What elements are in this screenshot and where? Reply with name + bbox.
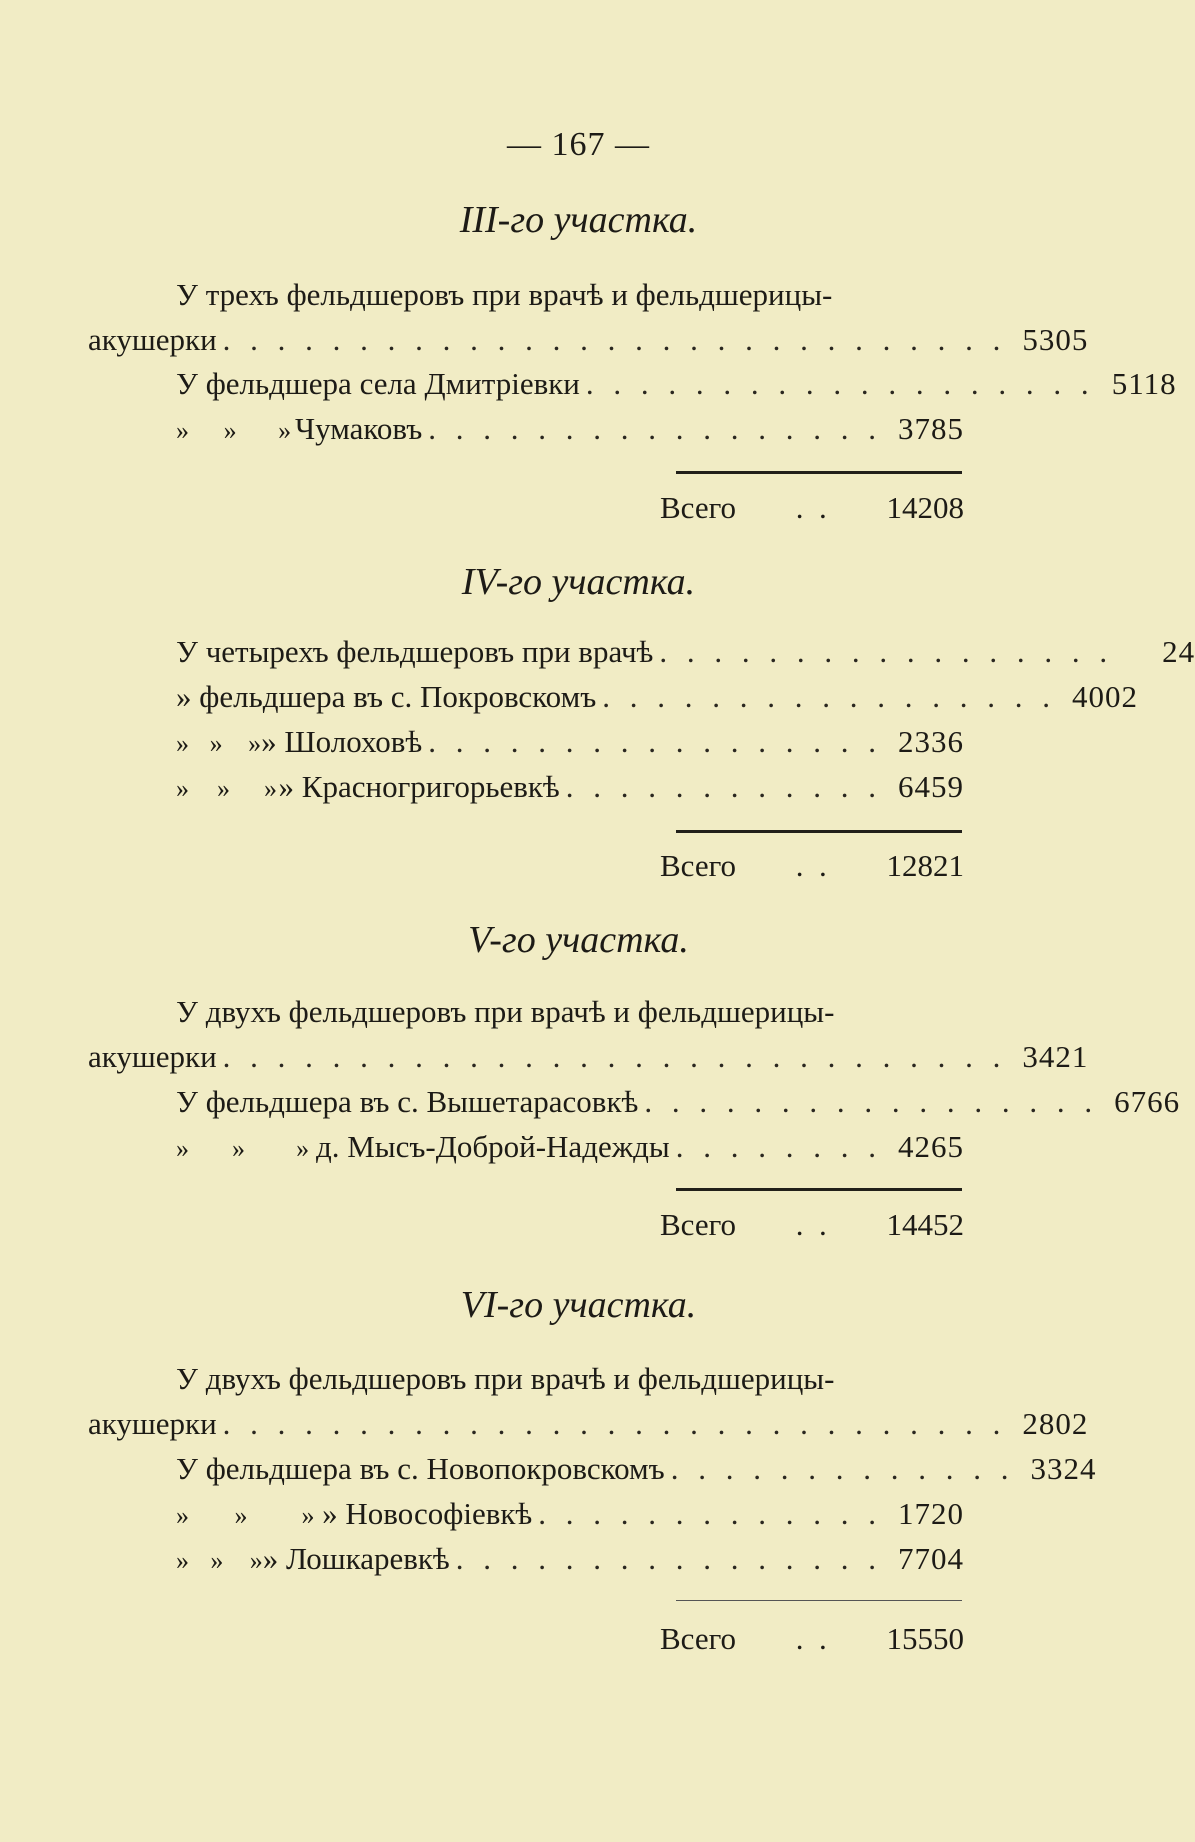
- ditto-mark: »: [301, 1501, 315, 1530]
- entry-value: 1720: [898, 1496, 964, 1531]
- entry-label: » Красногригорьевкѣ: [278, 769, 560, 804]
- entry-line: [176, 275, 964, 315]
- ditto-mark: »: [223, 416, 237, 445]
- ditto-mark: »: [209, 729, 223, 758]
- entry-line: [176, 1359, 964, 1399]
- entry-line: [176, 1539, 964, 1579]
- entry-value: 6459: [898, 769, 965, 804]
- leader-dots: . . . . . . . . . . . . . . . .: [455, 1541, 882, 1576]
- ditto-mark: »: [249, 1546, 263, 1575]
- total-label: Всего: [660, 1621, 737, 1656]
- total-line: [660, 1621, 964, 1657]
- entry-label: акушерки: [88, 1406, 217, 1441]
- entry-label: акушерки: [88, 322, 217, 357]
- leader-dots: . .: [795, 1207, 827, 1242]
- entry-line: [176, 632, 1195, 672]
- entry-value: 7704: [898, 1541, 964, 1576]
- entry-value: 4002: [1071, 679, 1138, 714]
- leader-dots: . . . . . . . . . . . . . . . . . . .: [585, 366, 1095, 401]
- total-label: Всего: [660, 848, 737, 883]
- sum-rule: [676, 830, 962, 833]
- entry-value: 5118: [1111, 366, 1177, 401]
- ditto-mark: »: [248, 729, 262, 758]
- entry-value: 2336: [898, 724, 964, 759]
- entry-line: [176, 1127, 964, 1167]
- entry-label: У четырехъ фельдшеровъ при врачѣ: [176, 634, 654, 669]
- entry-value: 3324: [1030, 1451, 1097, 1486]
- sum-rule: [676, 1600, 962, 1601]
- entry-value: 6766: [1114, 1084, 1181, 1119]
- entry-line: [176, 767, 964, 807]
- leader-dots: . . . . . . . . . . . . . . . . . . . . . . . . . . . . .: [222, 1406, 1007, 1441]
- total-value: 12821: [886, 848, 964, 883]
- ditto-mark: »: [176, 1501, 189, 1530]
- section-heading: V-го участка.: [468, 919, 689, 961]
- entry-value: 3785: [898, 411, 964, 446]
- total-line: [660, 1207, 964, 1243]
- entry-line: [88, 320, 1089, 360]
- ditto-mark: »: [217, 774, 231, 803]
- entry-line: [176, 1449, 1097, 1489]
- leader-dots: . . . . . . . . . . . . . . . . . . . . . . . . . . . . .: [222, 1039, 1007, 1074]
- entry-label: » Шолоховѣ: [261, 724, 423, 759]
- total-line: [660, 848, 964, 884]
- leader-dots: . .: [795, 1621, 827, 1656]
- leader-dots: . .: [795, 490, 827, 525]
- sum-rule: [676, 471, 962, 474]
- entry-label: У фельдшера въ с. Новопокровскомъ: [176, 1451, 665, 1486]
- entry-value: 2802: [1022, 1406, 1089, 1441]
- total-label: Всего: [660, 1207, 737, 1242]
- entry-value: 24: [1162, 634, 1195, 669]
- leader-dots: . .: [795, 848, 827, 883]
- entry-label: У фельдшера села Дмитріевки: [176, 366, 580, 401]
- leader-dots: . . . . . . . . . . . . . . . . .: [428, 724, 882, 759]
- ditto-mark: »: [176, 416, 189, 445]
- leader-dots: . . . . . . . . . . . . . . . . .: [659, 634, 1114, 669]
- leader-dots: . . . . . . . . . . . .: [565, 769, 883, 804]
- entry-line: [176, 364, 1177, 404]
- ditto-mark: »: [278, 416, 292, 445]
- leader-dots: . . . . . . . . . . . . . . . . .: [602, 679, 1056, 714]
- ditto-mark: »: [176, 729, 189, 758]
- total-value: 14452: [886, 1207, 964, 1242]
- page-number: — 167 —: [507, 126, 650, 163]
- entry-label: Чумаковъ: [294, 411, 423, 446]
- sum-rule: [676, 1188, 962, 1191]
- leader-dots: . . . . . . . . . . . . .: [538, 1496, 882, 1531]
- entry-label: У двухъ фельдшеровъ при врачѣ и фельдшерицы-: [176, 1361, 835, 1396]
- entry-line: [176, 992, 964, 1032]
- total-value: 15550: [886, 1621, 964, 1656]
- total-line: [660, 490, 964, 526]
- leader-dots: . . . . . . . . . . . . . . . . .: [428, 411, 882, 446]
- section-heading: VI-го участка.: [460, 1284, 697, 1326]
- entry-line: [88, 1404, 1089, 1444]
- entry-label: акушерки: [88, 1039, 217, 1074]
- ditto-mark: »: [210, 1546, 224, 1575]
- ditto-mark: »: [264, 774, 278, 803]
- entry-value: 3421: [1022, 1039, 1089, 1074]
- entry-value: 5305: [1022, 322, 1089, 357]
- entry-value: 4265: [898, 1129, 964, 1164]
- leader-dots: . . . . . . . . . . . . . . . . .: [644, 1084, 1099, 1119]
- entry-line: [176, 409, 964, 449]
- total-value: 14208: [886, 490, 964, 525]
- entry-label: У двухъ фельдшеровъ при врачѣ и фельдшерицы-: [176, 994, 835, 1029]
- ditto-mark: »: [231, 1134, 245, 1163]
- entry-label: У фельдшера въ с. Вышетарасовкѣ: [176, 1084, 639, 1119]
- section-heading: IV-го участка.: [461, 561, 696, 603]
- ditto-mark: »: [234, 1501, 248, 1530]
- leader-dots: . . . . . . . .: [675, 1129, 882, 1164]
- entry-line: [88, 1037, 1089, 1077]
- entry-label: » Лошкаревкѣ: [262, 1541, 450, 1576]
- entry-label: » Новософіевкѣ: [322, 1496, 533, 1531]
- entry-label: У трехъ фельдшеровъ при врачѣ и фельдшерицы-: [176, 277, 833, 312]
- entry-line: [176, 722, 964, 762]
- ditto-mark: »: [176, 1546, 189, 1575]
- ditto-mark: »: [176, 774, 189, 803]
- ditto-mark: »: [296, 1134, 310, 1163]
- entry-line: [176, 1494, 964, 1534]
- entry-label: » фельдшера въ с. Покровскомъ: [176, 679, 597, 714]
- entry-line: [176, 1082, 1181, 1122]
- leader-dots: . . . . . . . . . . . . . . . . . . . . . . . . . . . . .: [222, 322, 1007, 357]
- section-heading: III-го участка.: [459, 199, 698, 241]
- total-label: Всего: [660, 490, 737, 525]
- leader-dots: . . . . . . . . . . . . .: [670, 1451, 1015, 1486]
- entry-line: [176, 677, 1138, 717]
- entry-label: д. Мысъ-Доброй-Надежды: [315, 1129, 670, 1164]
- ditto-mark: »: [176, 1134, 189, 1163]
